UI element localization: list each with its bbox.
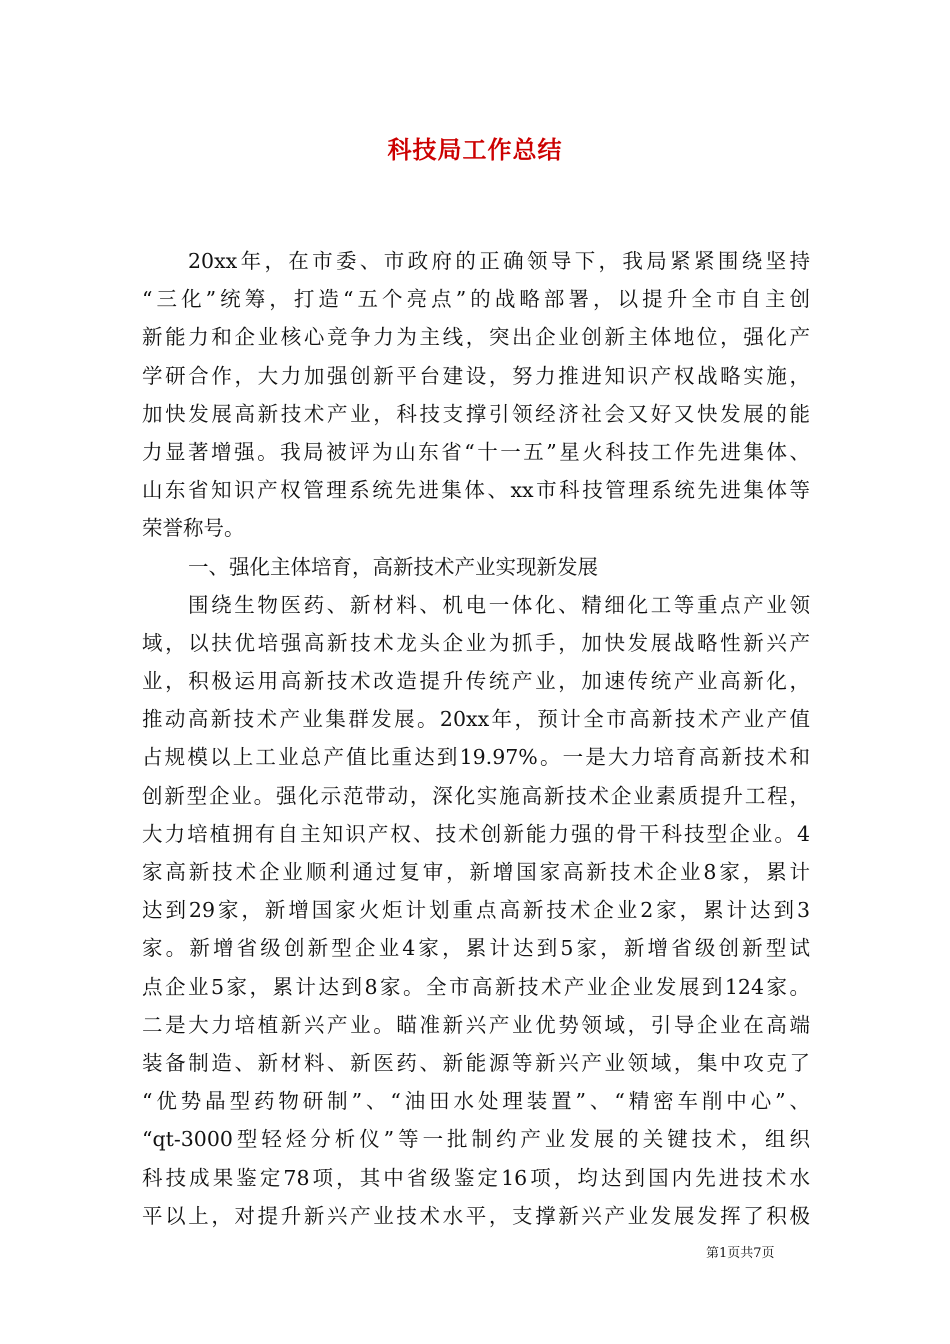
body-line: 山东省知识产权管理系统先进集体、xx市科技管理系统先进集体等 bbox=[142, 478, 810, 503]
body-line: 创新型企业。强化示范带动，深化实施高新技术企业素质提升工程， bbox=[142, 783, 810, 808]
body-line: 学研合作，大力加强创新平台建设，努力推进知识产权战略实施， bbox=[142, 363, 810, 388]
body-line: 推动高新技术产业集群发展。20xx年，预计全市高新技术产业产值 bbox=[142, 707, 810, 732]
body-line: “优势晶型药物研制”、“油田水处理装置”、“精密车削中心”、 bbox=[142, 1089, 810, 1114]
body-line: 点企业5家，累计达到8家。全市高新技术产业企业发展到124家。 bbox=[142, 974, 810, 999]
body-line: 大力培植拥有自主知识产权、技术创新能力强的骨干科技型企业。4 bbox=[142, 821, 810, 846]
body-line: 科技成果鉴定78项，其中省级鉴定16项，均达到国内先进技术水 bbox=[142, 1165, 810, 1190]
document-body bbox=[142, 242, 810, 1235]
body-line: “三化”统筹，打造“五个亮点”的战略部署，以提升全市自主创 bbox=[142, 287, 810, 312]
body-line: 二是大力培植新兴产业。瞄准新兴产业优势领域，引导企业在高端 bbox=[142, 1012, 810, 1037]
section-heading: 一、强化主体培育，高新技术产业实现新发展 bbox=[188, 554, 598, 579]
body-line: 平以上，对提升新兴产业技术水平，支撑新兴产业发展发挥了积极 bbox=[142, 1203, 810, 1228]
body-line: “qt-3000型轻烃分析仪”等一批制约产业发展的关键技术，组织 bbox=[142, 1127, 810, 1152]
body-line: 域，以扶优培强高新技术龙头企业为抓手，加快发展战略性新兴产 bbox=[142, 630, 810, 655]
body-line: 20xx年，在市委、市政府的正确领导下，我局紧紧围绕坚持 bbox=[188, 249, 810, 273]
body-line: 家高新技术企业顺利通过复审，新增国家高新技术企业8家，累计 bbox=[142, 860, 810, 884]
body-line: 装备制造、新材料、新医药、新能源等新兴产业领域，集中攻克了 bbox=[142, 1050, 810, 1075]
body-line: 新能力和企业核心竞争力为主线，突出企业创新主体地位，强化产 bbox=[142, 325, 810, 350]
body-line: 围绕生物医药、新材料、机电一体化、精细化工等重点产业领 bbox=[188, 592, 810, 617]
document-title: 科技局工作总结 bbox=[387, 136, 563, 164]
body-line: 力显著增强。我局被评为山东省“十一五”星火科技工作先进集体、 bbox=[142, 439, 810, 464]
body-line: 家。新增省级创新型企业4家，累计达到5家，新增省级创新型试 bbox=[142, 936, 810, 961]
body-line: 加快发展高新技术产业，科技支撑引领经济社会又好又快发展的能 bbox=[142, 401, 810, 426]
body-line: 荣誉称号。 bbox=[142, 516, 245, 541]
body-line: 达到29家，新增国家火炬计划重点高新技术企业2家，累计达到3 bbox=[142, 898, 810, 923]
page-number: 第1页共7页 bbox=[706, 1246, 775, 1261]
body-line: 占规模以上工业总产值比重达到19.97%。一是大力培育高新技术和 bbox=[142, 745, 810, 770]
body-line: 业，积极运用高新技术改造提升传统产业，加速传统产业高新化， bbox=[142, 669, 810, 694]
